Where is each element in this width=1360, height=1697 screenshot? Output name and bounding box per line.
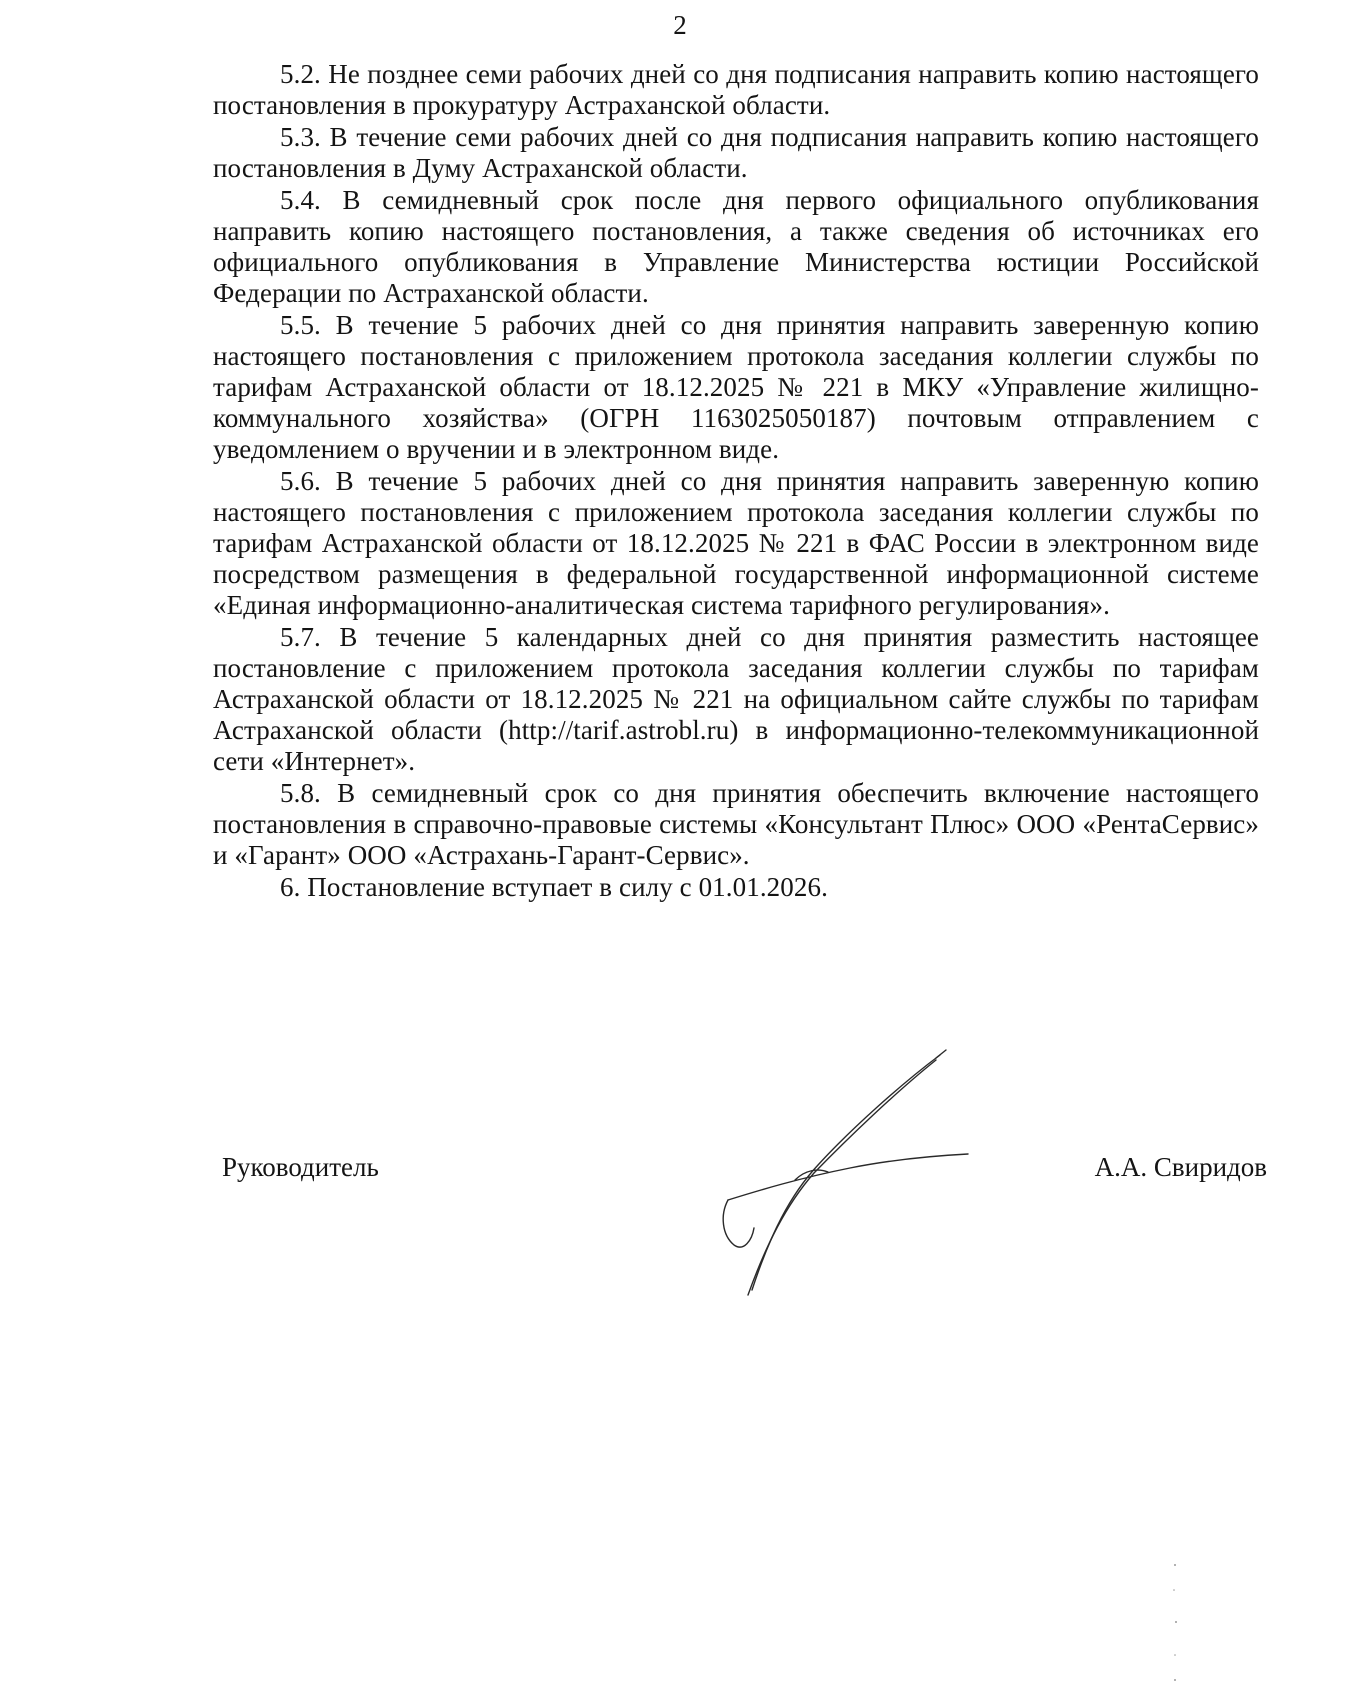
signer-role: Руководитель [222, 1152, 379, 1182]
paragraph-5-7: 5.7. В течение 5 календарных дней со дня принятия разместить настоящее постановление с приложением протокола заседания коллегии службы по тарифам Астраханской области от 18.12.2025 № 221 на официальном сайте службы по тарифам Астраханской области (http://tarif.astrobl.ru) в информационно-телекоммуникационной сети «Интернет». [213, 622, 1259, 776]
scan-artifact [1170, 1560, 1180, 1690]
paragraph-5-2: 5.2. Не позднее семи рабочих дней со дня подписания направить копию настоящего постановления в прокуратуру Астраханской области. [213, 59, 1259, 120]
paragraph-5-4: 5.4. В семидневный срок после дня первого официального опубликования направить копию настоящего постановления, а также сведения об источниках его официального опубликования в Управление Министерства юстиции Российской Федерации по Астраханской области. [213, 185, 1259, 308]
paragraph-5-6: 5.6. В течение 5 рабочих дней со дня принятия направить заверенную копию настоящего постановления с приложением протокола заседания коллегии службы по тарифам Астраханской области от 18.12.2025 № 221 в ФАС России в электронном виде посредством размещения в федеральной государственной информационной системе «Единая информационно-аналитическая система тарифного регулирования». [213, 466, 1259, 620]
page-number: 2 [673, 10, 687, 40]
signer-name: А.А. Свиридов [1094, 1152, 1267, 1182]
signature-block [222, 1152, 1267, 1192]
paragraph-5-8: 5.8. В семидневный срок со дня принятия обеспечить включение настоящего постановления в справочно-правовые системы «Консультант Плюс» ООО «РентаСервис» и «Гарант» ООО «Астрахань-Гарант-Сервис». [213, 778, 1259, 870]
paragraph-6: 6. Постановление вступает в силу с 01.01.2026. [280, 872, 828, 902]
paragraph-5-3: 5.3. В течение семи рабочих дней со дня подписания направить копию настоящего постановления в Думу Астраханской области. [213, 122, 1259, 183]
document-body [213, 59, 1259, 904]
paragraph-5-5: 5.5. В течение 5 рабочих дней со дня принятия направить заверенную копию настоящего постановления с приложением протокола заседания коллегии службы по тарифам Астраханской области от 18.12.2025 № 221 в МКУ «Управление жилищно-коммунального хозяйства» (ОГРН 1163025050187) почтовым отправлением с уведомлением о вручении и в электронном виде. [213, 310, 1259, 464]
